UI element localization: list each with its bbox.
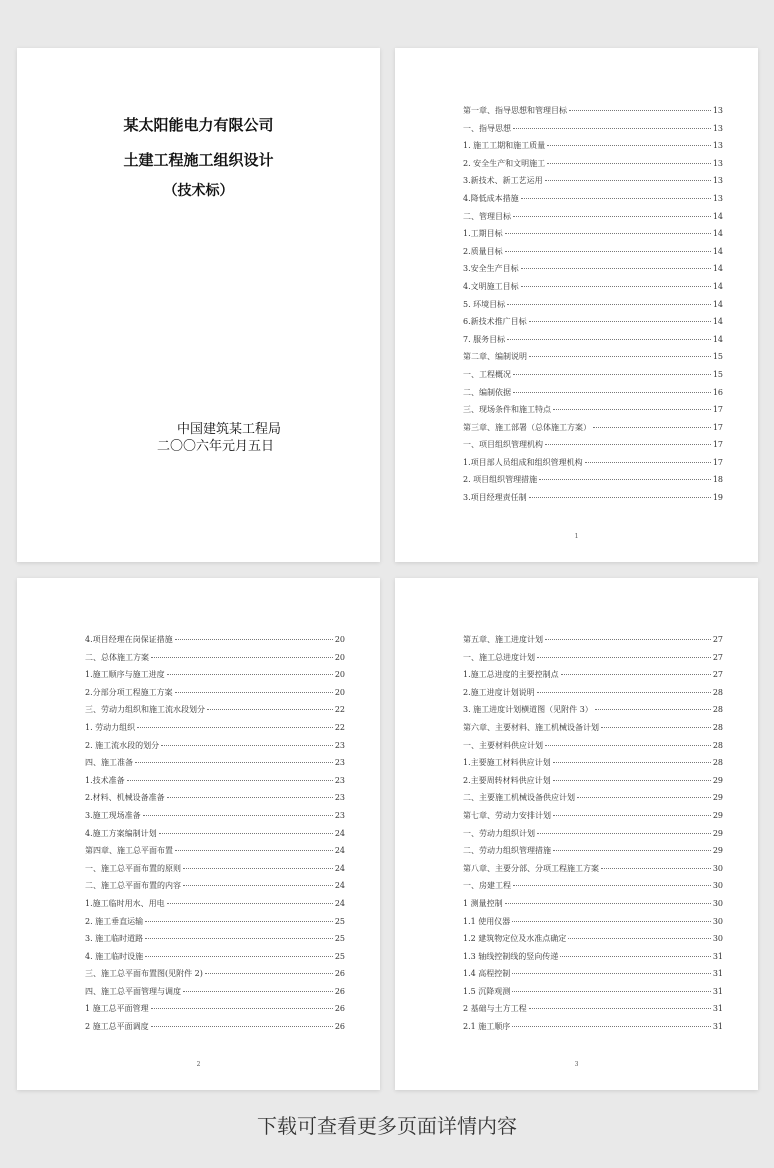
toc-entry-label: 二、劳动力组织管理措施	[463, 846, 551, 856]
toc-leader-dots	[507, 304, 711, 305]
toc-entry[interactable]	[463, 701, 723, 719]
toc-entry-label: 1.项目部人员组成和组织管理机构	[463, 457, 583, 467]
toc-leader-dots	[553, 780, 711, 781]
toc-entry-label: 2. 安全生产和文明施工	[463, 158, 546, 168]
toc-entry-label: 一、劳动力组织计划	[463, 828, 535, 838]
toc-entry-page-number: 24	[334, 846, 345, 856]
toc-entry[interactable]	[85, 701, 345, 719]
toc-entry-page-number: 30	[712, 898, 723, 908]
toc-entry-page-number: 28	[712, 722, 723, 732]
toc-entry-label: 二、管理目标	[463, 211, 511, 221]
toc-leader-dots	[145, 921, 333, 922]
toc-leader-dots	[547, 145, 711, 146]
toc-entry-label: 三、现场条件和施工特点	[463, 405, 551, 415]
toc-leader-dots	[167, 797, 333, 798]
toc-leader-dots	[183, 991, 333, 992]
toc-leader-dots	[521, 198, 711, 199]
toc-entry-page-number: 13	[712, 176, 723, 186]
toc-entry-label: 6.新技术推广目标	[463, 317, 527, 327]
toc-entry-label: 4.文明施工目标	[463, 281, 519, 291]
toc-leader-dots	[553, 762, 711, 763]
toc-entry[interactable]	[463, 260, 723, 278]
toc-entry-label: 一、施工总进度计划	[463, 652, 535, 662]
toc-entry[interactable]	[463, 348, 723, 366]
toc-entry-page-number: 14	[712, 211, 723, 221]
toc-entry-page-number: 31	[712, 986, 723, 996]
toc-entry-page-number: 22	[334, 705, 345, 715]
cover-company-name: 某太阳能电力有限公司	[123, 116, 274, 134]
toc-entry-label: 一、房建工程	[463, 881, 511, 891]
download-more-note[interactable]: 下载可查看更多页面详情内容	[257, 1114, 517, 1138]
toc-entry-page-number: 23	[334, 810, 345, 820]
toc-leader-dots	[601, 727, 711, 728]
toc-entry-page-number: 14	[712, 334, 723, 344]
toc-entry[interactable]	[463, 155, 723, 173]
toc-entry[interactable]	[463, 190, 723, 208]
toc-entry[interactable]	[463, 436, 723, 454]
toc-leader-dots	[560, 956, 711, 957]
cover-organization: 中国建筑某工程局	[177, 422, 282, 437]
toc-entry[interactable]	[85, 719, 345, 737]
toc-leader-dots	[593, 427, 711, 428]
toc-leader-dots	[512, 991, 711, 992]
toc-leader-dots	[151, 1008, 333, 1009]
toc-entry-page-number: 27	[712, 652, 723, 662]
toc-entry-label: 1.2 建筑物定位及水准点确定	[463, 934, 567, 944]
toc-leader-dots	[513, 885, 711, 886]
toc-entry-page-number: 14	[712, 246, 723, 256]
toc-entry-page-number: 13	[712, 141, 723, 151]
toc-leader-dots	[135, 762, 333, 763]
toc-entry-page-number: 13	[712, 158, 723, 168]
toc-entry[interactable]	[463, 471, 723, 489]
toc-entry[interactable]	[463, 243, 723, 261]
toc-entry[interactable]	[85, 965, 345, 983]
toc-entry-label: 1.施工总进度的主要控制点	[463, 670, 559, 680]
toc-leader-dots	[545, 639, 711, 640]
toc-leader-dots	[145, 956, 333, 957]
toc-entry-page-number: 15	[712, 369, 723, 379]
toc-entry-label: 二、编制依据	[463, 387, 511, 397]
toc-entry-page-number: 29	[712, 828, 723, 838]
toc-entry-label: 1.4 高程控制	[463, 969, 511, 979]
toc-entry-page-number: 30	[712, 934, 723, 944]
toc-entry-label: 一、施工总平面布置的原则	[85, 863, 181, 873]
toc-leader-dots	[175, 639, 333, 640]
toc-entry-page-number: 22	[334, 722, 345, 732]
toc-entry-page-number: 17	[712, 405, 723, 415]
toc-entry[interactable]	[463, 789, 723, 807]
toc-leader-dots	[568, 938, 711, 939]
toc-entry[interactable]	[85, 860, 345, 878]
toc-entry[interactable]	[463, 1000, 723, 1018]
toc-entry-page-number: 27	[712, 635, 723, 644]
toc-entry-page-number: 23	[334, 758, 345, 768]
toc-entry[interactable]	[85, 631, 345, 649]
toc-entry[interactable]	[85, 1018, 345, 1036]
toc-leader-dots	[151, 657, 333, 658]
toc-entry-page-number: 23	[334, 775, 345, 785]
toc-entry-page-number: 29	[712, 810, 723, 820]
toc-entry-page-number: 26	[334, 1022, 345, 1032]
toc-entry[interactable]	[85, 825, 345, 843]
toc-entry-page-number: 17	[712, 457, 723, 467]
toc-leader-dots	[513, 128, 711, 129]
toc-entry[interactable]	[463, 807, 723, 825]
toc-entry-page-number: 30	[712, 916, 723, 926]
toc-entry[interactable]	[463, 895, 723, 913]
toc-entry-page-number: 13	[712, 193, 723, 203]
toc-entry[interactable]	[463, 860, 723, 878]
toc-entry[interactable]	[85, 684, 345, 702]
toc-entry[interactable]	[463, 401, 723, 419]
toc-leader-dots	[151, 1026, 333, 1027]
toc-leader-dots	[553, 815, 711, 816]
toc-entry[interactable]	[85, 895, 345, 913]
toc-entry[interactable]	[463, 983, 723, 1001]
toc-entry-page-number: 31	[712, 969, 723, 979]
toc-entry[interactable]	[463, 754, 723, 772]
toc-entry[interactable]	[463, 930, 723, 948]
toc-entry[interactable]	[463, 666, 723, 684]
toc-entry-label: 一、指导思想	[463, 123, 511, 133]
toc-entry[interactable]	[85, 842, 345, 860]
toc-entry-page-number: 28	[712, 758, 723, 768]
toc-entry-label: 2. 施工流水段的划分	[85, 740, 160, 750]
toc-entry-label: 1.工期目标	[463, 229, 503, 239]
toc-entry[interactable]	[463, 1018, 723, 1036]
toc-entry-page-number: 24	[334, 898, 345, 908]
toc-entry-page-number: 25	[334, 916, 345, 926]
toc-entry-label: 一、项目组织管理机构	[463, 440, 543, 450]
toc-entry-label: 2.1 施工顺序	[463, 1022, 511, 1032]
toc-entry[interactable]	[85, 983, 345, 1001]
toc-leader-dots	[521, 268, 711, 269]
toc-entry-label: 1. 劳动力组织	[85, 722, 136, 732]
toc-entry[interactable]	[463, 913, 723, 931]
toc-leader-dots	[529, 1008, 711, 1009]
toc-leader-dots	[529, 497, 711, 498]
toc-leader-dots	[175, 850, 333, 851]
toc-entry-page-number: 14	[712, 317, 723, 327]
toc-entry[interactable]	[463, 102, 723, 120]
toc-entry[interactable]	[85, 807, 345, 825]
toc-entry-label: 2.质量目标	[463, 246, 503, 256]
page-number: 3	[574, 1061, 579, 1068]
toc-leader-dots	[505, 903, 711, 904]
cover-date: 二〇〇六年元月五日	[157, 439, 275, 454]
toc-entry[interactable]	[463, 384, 723, 402]
toc-leader-dots	[513, 374, 711, 375]
toc-entry-label: 3.安全生产目标	[463, 264, 519, 274]
toc-leader-dots	[137, 727, 333, 728]
toc-entry[interactable]	[85, 913, 345, 931]
toc-entry[interactable]	[85, 737, 345, 755]
toc-entry-label: 1.施工临时用水、用电	[85, 898, 165, 908]
toc-entry-page-number: 20	[334, 687, 345, 697]
toc-leader-dots	[547, 163, 711, 164]
toc-entry-label: 1.1 使用仪器	[463, 916, 511, 926]
toc-leader-dots	[553, 409, 711, 410]
toc-leader-dots	[167, 903, 333, 904]
toc-entry-page-number: 28	[712, 687, 723, 697]
toc-entry-label: 2.分部分项工程施工方案	[85, 687, 173, 697]
toc-entry-page-number: 13	[712, 106, 723, 115]
toc-entry-label: 第四章、施工总平面布置	[85, 846, 173, 856]
toc-entry-page-number: 30	[712, 863, 723, 873]
toc-entry[interactable]	[85, 772, 345, 790]
toc-entry-page-number: 24	[334, 881, 345, 891]
toc-entry[interactable]	[85, 789, 345, 807]
toc-entry-page-number: 15	[712, 352, 723, 362]
toc-leader-dots	[505, 233, 711, 234]
toc-entry-label: 3.项目经理责任制	[463, 493, 527, 503]
toc-entry[interactable]	[463, 719, 723, 737]
toc-entry-label: 2.材料、机械设备准备	[85, 793, 165, 803]
toc-leader-dots	[545, 444, 711, 445]
toc-entry-label: 二、总体施工方案	[85, 652, 149, 662]
toc-entry-label: 2. 施工垂直运输	[85, 916, 144, 926]
toc-leader-dots	[553, 850, 711, 851]
toc-entry[interactable]	[463, 331, 723, 349]
toc-entry-label: 5. 环境目标	[463, 299, 506, 309]
toc-entry-page-number: 14	[712, 264, 723, 274]
toc-entry-page-number: 29	[712, 793, 723, 803]
toc-entry-label: 2 施工总平面调度	[85, 1022, 149, 1032]
toc-list	[463, 631, 723, 1036]
toc-entry[interactable]	[463, 313, 723, 331]
toc-entry[interactable]	[463, 649, 723, 667]
toc-entry-label: 1. 施工工期和施工质量	[463, 141, 546, 151]
toc-leader-dots	[183, 885, 333, 886]
toc-leader-dots	[183, 868, 333, 869]
toc-entry-label: 3.新技术、新工艺运用	[463, 176, 543, 186]
cover-document-title: 土建工程施工组织设计	[123, 151, 274, 169]
toc-entry[interactable]	[463, 965, 723, 983]
toc-leader-dots	[127, 780, 333, 781]
toc-entry-label: 一、工程概况	[463, 369, 511, 379]
toc-entry[interactable]	[463, 454, 723, 472]
toc-leader-dots	[545, 180, 711, 181]
toc-entry-label: 第七章、劳动力安排计划	[463, 810, 551, 820]
toc-leader-dots	[167, 674, 333, 675]
toc-leader-dots	[537, 692, 711, 693]
toc-entry[interactable]	[85, 754, 345, 772]
toc-entry-page-number: 20	[334, 670, 345, 680]
toc-leader-dots	[159, 833, 333, 834]
toc-leader-dots	[537, 833, 711, 834]
toc-leader-dots	[569, 110, 711, 111]
toc-entry-label: 第五章、施工进度计划	[463, 635, 543, 644]
toc-entry-label: 4. 施工临时设施	[85, 951, 144, 961]
toc-leader-dots	[513, 392, 711, 393]
toc-entry[interactable]	[463, 278, 723, 296]
toc-entry-page-number: 17	[712, 440, 723, 450]
cover-subtitle: （技术标）	[163, 183, 234, 199]
toc-entry-label: 四、施工准备	[85, 758, 133, 768]
toc-entry-page-number: 24	[334, 828, 345, 838]
toc-leader-dots	[145, 938, 333, 939]
toc-entry[interactable]	[463, 842, 723, 860]
toc-entry[interactable]	[463, 737, 723, 755]
toc-entry-label: 4.项目经理在岗保证措施	[85, 635, 173, 644]
toc-list	[463, 102, 723, 507]
toc-entry-page-number: 25	[334, 934, 345, 944]
toc-entry[interactable]	[463, 296, 723, 314]
toc-leader-dots	[512, 1026, 711, 1027]
toc-entry-page-number: 26	[334, 986, 345, 996]
toc-entry-label: 1 施工总平面管理	[85, 1004, 149, 1014]
toc-leader-dots	[595, 709, 711, 710]
toc-entry-page-number: 31	[712, 1004, 723, 1014]
toc-leader-dots	[539, 479, 711, 480]
toc-entry[interactable]	[85, 649, 345, 667]
toc-entry-page-number: 20	[334, 652, 345, 662]
toc-entry[interactable]	[463, 877, 723, 895]
toc-entry-label: 二、主要施工机械设备供应计划	[463, 793, 575, 803]
toc-entry-label: 3. 施工临时道路	[85, 934, 144, 944]
toc-entry-label: 3. 施工进度计划横道图（见附件 3）	[463, 705, 593, 715]
toc-entry[interactable]	[463, 825, 723, 843]
toc-leader-dots	[512, 921, 711, 922]
page-number: 2	[196, 1061, 201, 1068]
toc-entry-label: 一、主要材料供应计划	[463, 740, 543, 750]
toc-leader-dots	[161, 745, 333, 746]
toc-leader-dots	[577, 797, 711, 798]
toc-entry-label: 1.主要施工材料供应计划	[463, 758, 551, 768]
toc-entry-label: 1.3 轴线控制线的竖向传递	[463, 951, 559, 961]
toc-leader-dots	[512, 973, 711, 974]
toc-entry[interactable]	[85, 930, 345, 948]
toc-leader-dots	[585, 462, 711, 463]
toc-entry-page-number: 14	[712, 299, 723, 309]
toc-entry-label: 2 基础与土方工程	[463, 1004, 527, 1014]
toc-entry[interactable]	[85, 948, 345, 966]
toc-entry[interactable]	[463, 948, 723, 966]
toc-entry-label: 三、劳动力组织和施工流水段划分	[85, 705, 205, 715]
toc-entry-label: 第一章、指导思想和管理目标	[463, 106, 567, 115]
toc-entry-page-number: 31	[712, 1022, 723, 1032]
toc-entry-label: 1 测量控制	[463, 898, 503, 908]
toc-entry-label: 1.5 沉降观测	[463, 986, 511, 996]
toc-page-2	[17, 578, 380, 1090]
toc-entry[interactable]	[463, 631, 723, 649]
toc-leader-dots	[505, 251, 711, 252]
toc-leader-dots	[601, 868, 711, 869]
toc-entry-page-number: 17	[712, 422, 723, 432]
toc-entry-page-number: 31	[712, 951, 723, 961]
toc-entry-label: 三、施工总平面布置图(见附件 2)	[85, 969, 203, 979]
toc-entry[interactable]	[463, 419, 723, 437]
toc-entry[interactable]	[463, 172, 723, 190]
toc-entry-label: 2.施工进度计划说明	[463, 687, 535, 697]
toc-entry[interactable]	[463, 772, 723, 790]
toc-list	[85, 631, 345, 1036]
toc-entry-page-number: 27	[712, 670, 723, 680]
toc-entry-page-number: 26	[334, 1004, 345, 1014]
toc-entry-page-number: 29	[712, 775, 723, 785]
toc-entry-label: 2.主要周转材料供应计划	[463, 775, 551, 785]
toc-entry-label: 1.施工顺序与施工进度	[85, 670, 165, 680]
toc-leader-dots	[207, 709, 333, 710]
toc-entry[interactable]	[463, 684, 723, 702]
toc-entry[interactable]	[463, 489, 723, 507]
toc-entry[interactable]	[463, 120, 723, 138]
toc-leader-dots	[545, 745, 711, 746]
toc-leader-dots	[529, 356, 711, 357]
toc-entry-label: 7. 服务目标	[463, 334, 506, 344]
toc-entry-label: 二、施工总平面布置的内容	[85, 881, 181, 891]
toc-entry[interactable]	[463, 366, 723, 384]
toc-entry-page-number: 26	[334, 969, 345, 979]
toc-leader-dots	[537, 657, 711, 658]
toc-entry-page-number: 18	[712, 475, 723, 485]
toc-entry-page-number: 29	[712, 846, 723, 856]
toc-leader-dots	[205, 973, 333, 974]
cover-page	[17, 48, 380, 562]
toc-entry-label: 第八章、主要分部、分项工程施工方案	[463, 863, 599, 873]
toc-leader-dots	[507, 339, 711, 340]
toc-entry-label: 2. 项目组织管理措施	[463, 475, 538, 485]
toc-entry-page-number: 20	[334, 635, 345, 644]
toc-entry-label: 第二章、编制说明	[463, 352, 527, 362]
toc-entry-label: 3.施工现场准备	[85, 810, 141, 820]
toc-entry-page-number: 25	[334, 951, 345, 961]
toc-entry-page-number: 23	[334, 740, 345, 750]
toc-leader-dots	[561, 674, 711, 675]
toc-entry-page-number: 14	[712, 281, 723, 291]
toc-entry-label: 四、施工总平面管理与调度	[85, 986, 181, 996]
toc-entry-label: 1.技术准备	[85, 775, 125, 785]
toc-entry[interactable]	[463, 225, 723, 243]
toc-leader-dots	[143, 815, 333, 816]
toc-entry[interactable]	[85, 666, 345, 684]
toc-entry-label: 第三章、施工部署（总体施工方案）	[463, 422, 591, 432]
toc-entry[interactable]	[463, 137, 723, 155]
toc-page-3	[395, 578, 758, 1090]
toc-entry-label: 4.施工方案编制计划	[85, 828, 157, 838]
toc-leader-dots	[521, 286, 711, 287]
toc-leader-dots	[175, 692, 333, 693]
toc-entry[interactable]	[463, 208, 723, 226]
toc-entry[interactable]	[85, 1000, 345, 1018]
toc-entry[interactable]	[85, 877, 345, 895]
page-number: 1	[574, 533, 579, 540]
toc-entry-label: 第六章、主要材料、施工机械设备计划	[463, 722, 599, 732]
toc-page-1	[395, 48, 758, 562]
toc-entry-page-number: 13	[712, 123, 723, 133]
toc-entry-page-number: 28	[712, 705, 723, 715]
toc-leader-dots	[513, 216, 711, 217]
toc-entry-label: 4.降低成本措施	[463, 193, 519, 203]
toc-leader-dots	[529, 321, 711, 322]
toc-entry-page-number: 16	[712, 387, 723, 397]
toc-entry-page-number: 24	[334, 863, 345, 873]
toc-entry-page-number: 28	[712, 740, 723, 750]
toc-entry-page-number: 23	[334, 793, 345, 803]
toc-entry-page-number: 19	[712, 493, 723, 503]
toc-entry-page-number: 30	[712, 881, 723, 891]
toc-entry-page-number: 14	[712, 229, 723, 239]
